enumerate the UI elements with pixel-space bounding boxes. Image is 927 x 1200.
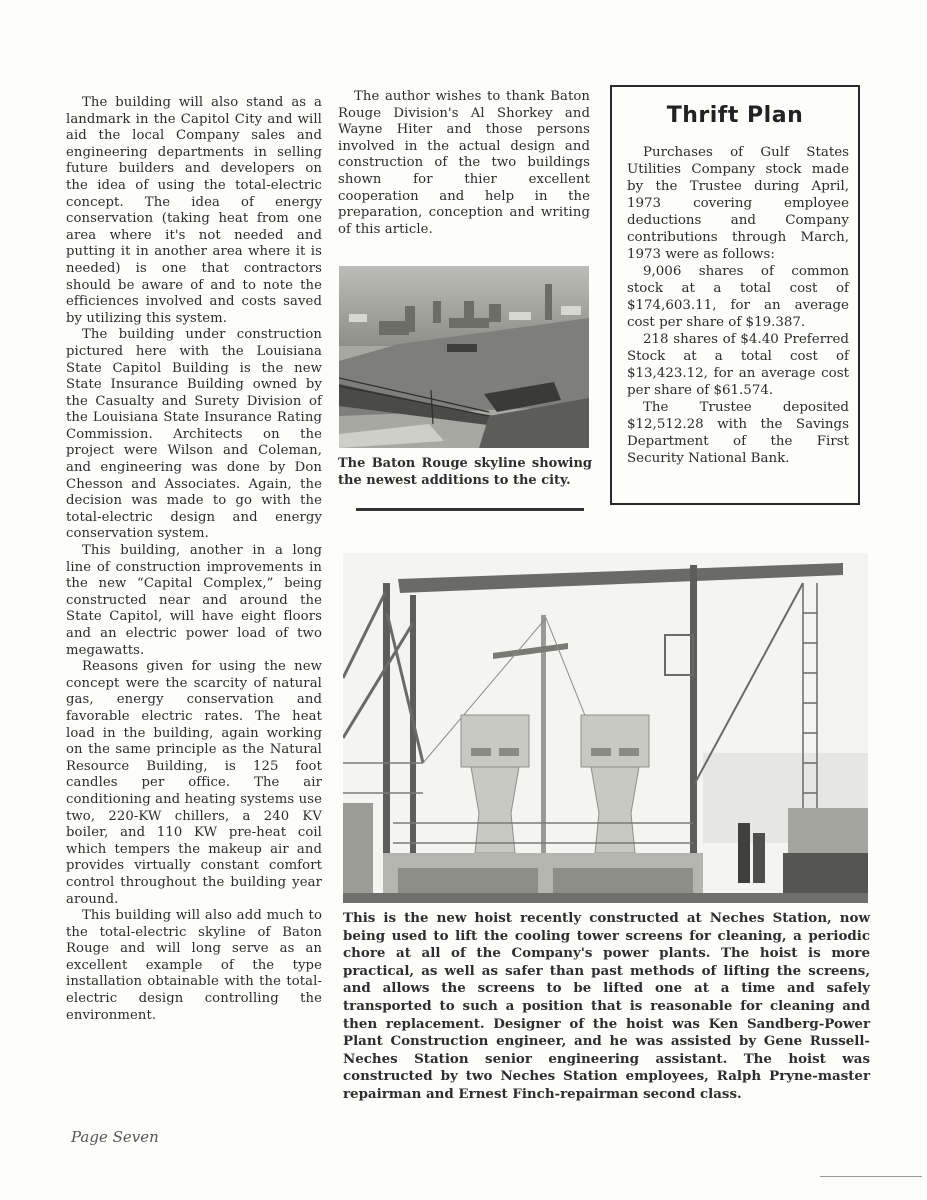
- article-paragraph: The building under construction pictured here with the Louisiana State Capitol Building is the new State Insurance Building owned by the Casualty and Surety Division of the Louisiana State Insurance Rating Commission. Architects on the project were Wilson and Coleman, and engineering was done by Don Chesson and Associates. Again, the decision was made to go with the total-electric design and energy conservation system.: [66, 327, 322, 542]
- hoist-caption: This is the new hoist recently constructed at Neches Station, now being used to lift the cooling tower screens for cleaning, a periodic chore at all of the Company's power plants. The hoist is more practical, as well as safer than past methods of lifting the screens, and allows the screens to be lifted one at a time and safely transported to such a position that is reasonable for cleaning and then replacement. Designer of the hoist was Ken Sandberg-Power Plant Construction engineer, and he was assisted by Gene Russell-Neches Station senior engineering assistant. The hoist was constructed by two Neches Station employees, Ralph Pryne-master repairman and Ernest Finch-repairman second class.: [343, 910, 870, 1102]
- article-paragraph: This building will also add much to the total-electric skyline of Baton Rouge and will long serve as an excellent example of the type installation obtainable with the total-electric design controlling the environment.: [66, 908, 322, 1023]
- page-number: Page Seven: [71, 1128, 159, 1146]
- hoist-photo: [343, 553, 868, 903]
- thrift-paragraph: 9,006 shares of common stock at a total cost of $174,603.11, for an average cost per share of $19.387.: [627, 264, 849, 330]
- page-edge-line: [820, 1176, 922, 1177]
- section-divider: [356, 508, 584, 511]
- article-paragraph: This building, another in a long line of construction improvements in the new “Capital Complex,” being constructed near and around the State Capitol, will have eight floors and an electric power load of two megawatts.: [66, 543, 322, 658]
- thrift-paragraph: The Trustee deposited $12,512.28 with the Savings Department of the First Security National Bank.: [627, 400, 849, 466]
- article-paragraph: Reasons given for using the new concept were the scarcity of natural gas, energy conservation and favorable electric rates. The heat load in the building, again working on the same principle as the Natural Resource Building, is 125 foot candles per office. The air conditioning and heating systems use two, 220-KW chillers, a 240 KV boiler, and 110 KW pre-heat coil which tempers the makeup air and provides virtually constant comfort control throughout the building year around.: [66, 659, 322, 907]
- article-paragraph: The building will also stand as a landmark in the Capitol City and will aid the local Company sales and engineering departments in selling future builders and developers on the idea of using the total-electric concept. The idea of energy conservation (taking heat from one area where it's not needed and putting it in another area where it is needed) is one that contractors should be aware of and to note the efficiences involved and costs saved by utilizing this system.: [66, 95, 322, 326]
- thrift-paragraph: 218 shares of $4.40 Preferred Stock at a total cost of $13,423.12, for an average cost per share of $61.574.: [627, 332, 849, 398]
- thrift-plan-body: [627, 144, 849, 467]
- hoist-image: [343, 553, 868, 903]
- skyline-caption: The Baton Rouge skyline showing the newest additions to the city.: [338, 456, 592, 488]
- acknowledgement-text: [338, 89, 590, 238]
- thrift-plan-title: Thrift Plan: [666, 103, 804, 128]
- skyline-image: [339, 266, 589, 448]
- thrift-plan-box: [610, 85, 860, 505]
- article-column-left: [66, 95, 322, 1024]
- thrift-paragraph: Purchases of Gulf States Utilities Company stock made by the Trustee during April, 1973 covering employee deductions and Company contributions through March, 1973 were as follows:: [627, 145, 849, 262]
- skyline-photo: [339, 266, 589, 448]
- acknowledgement-paragraph: The author wishes to thank Baton Rouge Division's Al Shorkey and Wayne Hiter and those persons involved in the actual design and construction of the two buildings shown for thier excellent cooperation and help in the preparation, conception and writing of this article.: [338, 89, 590, 237]
